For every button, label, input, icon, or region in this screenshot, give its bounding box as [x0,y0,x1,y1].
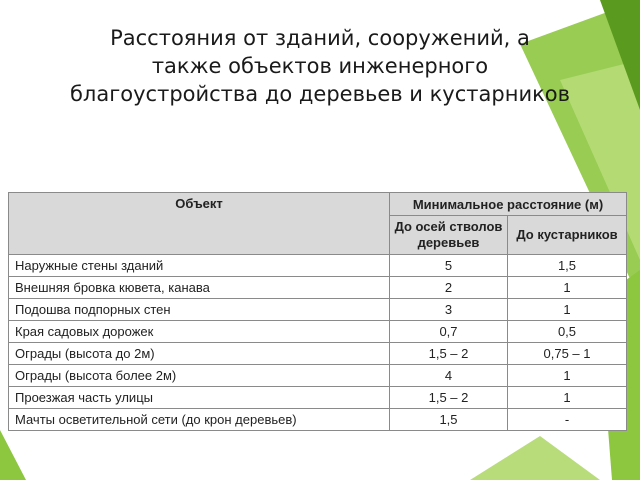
slide-title [20,24,620,108]
table-header [9,193,627,255]
table-row [9,409,627,431]
table-row [9,365,627,387]
cell-shrubs: 0,5 [508,321,627,343]
cell-object: Подошва подпорных стен [9,299,390,321]
green-sliver-bottom [470,436,600,480]
cell-shrubs: - [508,409,627,431]
table-row [9,299,627,321]
table-row [9,277,627,299]
cell-shrubs: 1 [508,299,627,321]
title-line-1: Расстояния от зданий, сооружений, а [110,26,530,50]
green-triangle-bottom-left [0,430,26,480]
header-trees: До осей стволов деревьев [390,216,508,255]
cell-object: Проезжая часть улицы [9,387,390,409]
cell-shrubs: 1 [508,365,627,387]
cell-object: Наружные стены зданий [9,255,390,277]
cell-object: Ограды (высота более 2м) [9,365,390,387]
cell-object: Мачты осветительной сети (до крон деревьев) [9,409,390,431]
cell-shrubs: 1 [508,387,627,409]
cell-trees: 2 [390,277,508,299]
title-line-3: благоустройства до деревьев и кустарников [69,82,570,106]
cell-shrubs: 1,5 [508,255,627,277]
title-line-2: также объектов инженерного [151,54,489,78]
table-row [9,343,627,365]
table-row [9,255,627,277]
cell-shrubs: 0,75 – 1 [508,343,627,365]
header-min-distance: Минимальное расстояние (м) [390,193,627,216]
distance-table [8,192,627,431]
header-shrubs: До кустарников [508,216,627,255]
cell-shrubs: 1 [508,277,627,299]
cell-trees: 0,7 [390,321,508,343]
cell-trees: 1,5 [390,409,508,431]
cell-trees: 5 [390,255,508,277]
table-body [9,255,627,431]
cell-object: Внешняя бровка кювета, канава [9,277,390,299]
cell-trees: 1,5 – 2 [390,387,508,409]
header-object: Объект [9,193,390,255]
cell-object: Ограды (высота до 2м) [9,343,390,365]
cell-trees: 1,5 – 2 [390,343,508,365]
cell-object: Края садовых дорожек [9,321,390,343]
table-row [9,321,627,343]
table-row [9,387,627,409]
cell-trees: 4 [390,365,508,387]
cell-trees: 3 [390,299,508,321]
